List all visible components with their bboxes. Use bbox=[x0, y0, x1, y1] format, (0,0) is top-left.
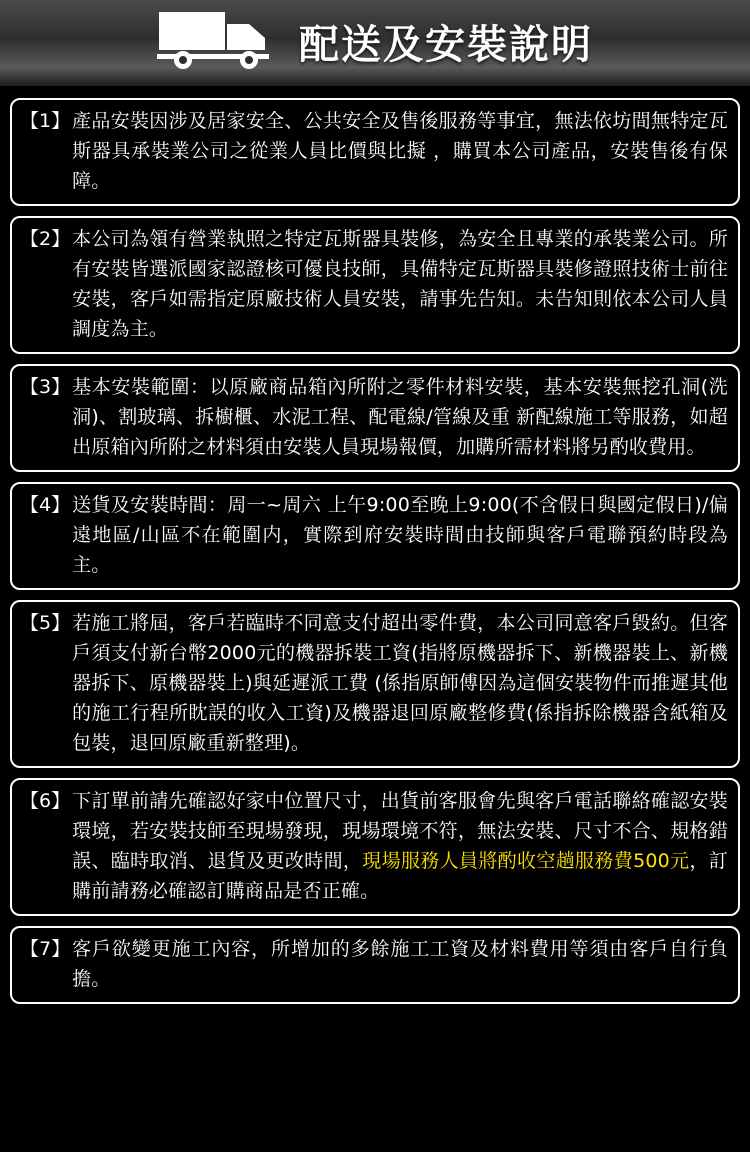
item-text: 客戶欲變更施工內容，所增加的多餘施工工資及材料費用等須由客戶自行負擔。 bbox=[72, 938, 728, 990]
notice-list bbox=[0, 86, 750, 1020]
item-text: 基本安裝範圍：以原廠商品箱內所附之零件材料安裝，基本安裝無挖孔洞(洗洞)、割玻璃、拆櫥櫃、水泥工程、配電線/管線及重 新配線施工等服務，如超出原箱內所附之材料須由安裝人員現場報價，加購所需材料將另酌收費用。 bbox=[72, 376, 728, 458]
list-item bbox=[10, 778, 740, 916]
list-item bbox=[10, 98, 740, 206]
list-item bbox=[10, 600, 740, 768]
list-item bbox=[10, 926, 740, 1004]
page-title: 配送及安裝說明 bbox=[299, 21, 593, 68]
item-number: 【5】 bbox=[20, 612, 71, 634]
list-item bbox=[10, 216, 740, 354]
item-number: 【7】 bbox=[20, 938, 71, 960]
header-inner bbox=[157, 8, 593, 74]
item-number: 【2】 bbox=[20, 228, 71, 250]
truck-icon bbox=[157, 8, 285, 74]
item-text: 若施工將屆，客戶若臨時不同意支付超出零件費，本公司同意客戶毀約。但客戶須支付新台幣2000元的機器拆裝工資(指將原機器拆下、新機器裝上、新機器拆下、原機器裝上)與延遲派工費 (係指原師傅因為這個安裝物件而推遲其他的施工行程所眈誤的收入工資)及機器退回原廠整修費(係指拆除機器含紙箱及包裝，退回原廠重新整理)。 bbox=[72, 612, 728, 754]
item-number: 【3】 bbox=[20, 376, 71, 398]
item-number: 【4】 bbox=[20, 494, 71, 516]
item-text: 本公司為領有營業執照之特定瓦斯器具裝修，為安全且專業的承裝業公司。所有安裝皆選派國家認證核可優良技師，具備特定瓦斯器具裝修證照技術士前往安裝，客戶如需指定原廠技術人員安裝，請事先告知。未告知則依本公司人員調度為主。 bbox=[72, 228, 728, 340]
item-text-highlight: 現場服務人員將酌收空趟服務費500元 bbox=[362, 850, 690, 872]
page-header bbox=[0, 0, 750, 86]
item-text: 產品安裝因涉及居家安全、公共安全及售後服務等事宜，無法依坊間無特定瓦斯器具承裝業公司之從業人員比價與比擬 ，購買本公司產品，安裝售後有保障。 bbox=[72, 110, 728, 192]
item-text-after: ，訂購前請務必確認訂購商品是否正確。 bbox=[72, 850, 728, 902]
item-text-before: 下訂單前請先確認好家中位置尺寸，出貨前客服會先與客戶電話聯絡確認安裝環境，若安裝技師至現場發現，現場環境不符，無法安裝、尺寸不合、規格錯誤、臨時取消、退貨及更改時間， bbox=[72, 790, 728, 872]
item-text: 送貨及安裝時間：周一~周六 上午9:00至晚上9:00(不含假日與國定假日)/偏遠地區/山區不在範圍内，實際到府安裝時間由技師與客戶電聯預約時段為主。 bbox=[72, 494, 728, 576]
item-number: 【6】 bbox=[20, 790, 71, 812]
item-number: 【1】 bbox=[20, 110, 71, 132]
item-text-rich bbox=[72, 786, 728, 906]
list-item bbox=[10, 364, 740, 472]
list-item bbox=[10, 482, 740, 590]
